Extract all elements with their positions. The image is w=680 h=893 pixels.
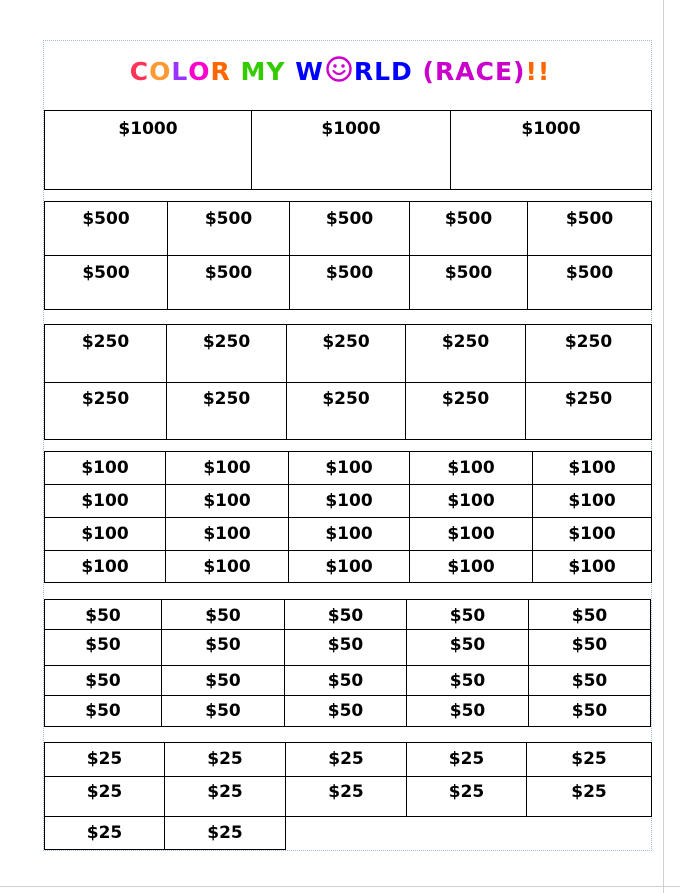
prize-amount: $1000: [118, 119, 178, 139]
prize-cell[interactable]: [45, 777, 165, 817]
prize-cell[interactable]: [290, 256, 410, 310]
prize-amount: $250: [81, 389, 130, 409]
prize-cell[interactable]: [289, 518, 410, 551]
prize-amount: $1000: [321, 119, 381, 139]
prize-amount: $100: [203, 491, 251, 511]
prize-cell[interactable]: [289, 485, 410, 518]
prize-amount: $25: [328, 782, 364, 802]
prize-amount: $50: [205, 671, 241, 691]
prize-cell[interactable]: [289, 551, 410, 583]
prize-amount: $25: [328, 749, 364, 769]
prize-cell[interactable]: [45, 383, 167, 440]
prize-cell[interactable]: [162, 696, 285, 727]
prize-amount: $25: [571, 749, 607, 769]
prize-amount: $50: [327, 701, 364, 721]
prize-cell[interactable]: [410, 518, 533, 551]
prize-amount: $100: [568, 491, 616, 511]
prize-amount: $50: [327, 671, 364, 691]
prize-cell[interactable]: [533, 551, 652, 583]
prize-cell[interactable]: [162, 630, 285, 666]
prize-cell[interactable]: [45, 202, 168, 256]
prize-amount: $100: [568, 524, 616, 544]
prize-cell[interactable]: [407, 696, 529, 727]
prize-cell[interactable]: [45, 452, 166, 485]
prize-cell[interactable]: [526, 383, 652, 440]
prize-cell[interactable]: [407, 600, 529, 630]
prize-amount: $50: [571, 635, 608, 655]
prize-amount: $500: [204, 209, 253, 229]
prize-cell[interactable]: [287, 325, 406, 383]
prize-amount: $50: [205, 701, 241, 721]
prize-amount: $100: [447, 458, 495, 478]
prize-amount: $250: [202, 332, 251, 352]
title-letter: L: [171, 57, 189, 86]
prize-cell[interactable]: [45, 485, 166, 518]
prize-cell[interactable]: [410, 256, 528, 310]
prize-cell[interactable]: [528, 256, 652, 310]
prize-cell[interactable]: [45, 518, 166, 551]
prize-cell[interactable]: [529, 696, 651, 727]
prize-cell[interactable]: [289, 452, 410, 485]
title-letter: ): [513, 57, 526, 86]
prize-cell[interactable]: [533, 518, 652, 551]
prize-cell[interactable]: [285, 600, 407, 630]
prize-cell[interactable]: [290, 202, 410, 256]
title-letter: [413, 57, 423, 86]
title-letter: R: [210, 57, 231, 86]
prize-amount: $100: [203, 458, 251, 478]
prize-amount: $50: [205, 635, 241, 655]
prize-amount: $25: [448, 749, 485, 769]
prize-cell[interactable]: [45, 325, 167, 383]
title-letter: D: [391, 57, 413, 86]
prize-table-1000: [44, 110, 652, 190]
prize-amount: $50: [449, 606, 486, 626]
prize-amount: $50: [85, 671, 121, 691]
prize-table-50: [44, 599, 651, 727]
prize-amount: $500: [565, 209, 614, 229]
prize-cell[interactable]: [166, 485, 289, 518]
prize-cell[interactable]: [285, 696, 407, 727]
prize-cell[interactable]: [45, 551, 166, 583]
prize-amount: $250: [564, 389, 613, 409]
prize-amount: $25: [448, 782, 485, 802]
title-letter: Y: [266, 57, 286, 86]
prize-amount: $500: [204, 263, 253, 283]
title-letter: [231, 57, 241, 86]
prize-cell[interactable]: [529, 600, 651, 630]
prize-amount: $250: [564, 332, 613, 352]
prize-amount: $50: [85, 701, 121, 721]
prize-cell[interactable]: [410, 202, 528, 256]
title-letter: L: [374, 57, 392, 86]
prize-cell[interactable]: [287, 383, 406, 440]
prize-cell[interactable]: [45, 817, 165, 850]
prize-cell[interactable]: [165, 777, 286, 817]
prize-cell[interactable]: [407, 630, 529, 666]
prize-cell[interactable]: [45, 666, 162, 696]
title-letter: !: [537, 57, 551, 86]
prize-cell[interactable]: [168, 256, 290, 310]
prize-amount: $50: [85, 606, 121, 626]
title-letter: !: [525, 57, 538, 86]
prize-amount: $100: [325, 524, 373, 544]
prize-cell[interactable]: [285, 630, 407, 666]
title-letter: O: [149, 57, 172, 86]
prize-cell[interactable]: [286, 777, 407, 817]
prize-amount: $50: [327, 606, 364, 626]
prize-amount: $100: [568, 557, 616, 577]
title-letter: W: [295, 57, 324, 86]
prize-cell[interactable]: [526, 325, 652, 383]
prize-amount: $25: [86, 782, 123, 802]
prize-amount: $100: [447, 557, 495, 577]
prize-cell[interactable]: [527, 743, 652, 777]
prize-cell[interactable]: [533, 452, 652, 485]
prize-cell[interactable]: [286, 743, 407, 777]
prize-amount: $50: [327, 635, 364, 655]
prize-amount: $500: [444, 263, 493, 283]
prize-cell[interactable]: [533, 485, 652, 518]
prize-amount: $250: [81, 332, 130, 352]
prize-cell[interactable]: [45, 696, 162, 727]
smiley-face-icon: [325, 55, 353, 83]
prize-cell[interactable]: [45, 111, 252, 190]
prize-cell[interactable]: [529, 666, 651, 696]
page-edge: [0, 886, 680, 887]
prize-amount: $1000: [521, 119, 581, 139]
title-letter: A: [455, 57, 476, 86]
prize-amount: $100: [325, 491, 373, 511]
prize-amount: $25: [207, 823, 243, 843]
prize-cell[interactable]: [407, 743, 527, 777]
prize-amount: $25: [86, 749, 123, 769]
prize-cell[interactable]: [252, 111, 451, 190]
prize-cell[interactable]: [162, 666, 285, 696]
prize-amount: $50: [571, 671, 608, 691]
prize-amount: $500: [82, 209, 130, 229]
prize-cell[interactable]: [406, 383, 526, 440]
prize-amount: $25: [207, 749, 243, 769]
prize-amount: $100: [568, 458, 616, 478]
prize-amount: $250: [202, 389, 251, 409]
title-letter: C: [475, 57, 495, 86]
prize-amount: $100: [81, 557, 129, 577]
prize-table-25: [44, 742, 652, 850]
prize-cell[interactable]: [166, 518, 289, 551]
prize-amount: $25: [86, 823, 123, 843]
prize-amount: $100: [81, 458, 129, 478]
prize-cell[interactable]: [407, 666, 529, 696]
title-letter: [286, 57, 296, 86]
prize-amount: $250: [322, 332, 370, 352]
prize-amount: $100: [81, 491, 129, 511]
prize-cell[interactable]: [406, 325, 526, 383]
prize-cell[interactable]: [407, 777, 527, 817]
prize-cell[interactable]: [527, 777, 652, 817]
empty-cell: [527, 817, 652, 850]
prize-amount: $250: [322, 389, 370, 409]
prize-cell[interactable]: [451, 111, 652, 190]
prize-cell[interactable]: [165, 817, 286, 850]
prize-amount: $500: [565, 263, 614, 283]
title-letter: M: [240, 57, 267, 86]
prize-table-500: [44, 201, 652, 310]
title-letter: E: [494, 57, 514, 86]
prize-cell[interactable]: [528, 202, 652, 256]
title-letter: (: [422, 57, 435, 86]
prize-cell[interactable]: [45, 743, 165, 777]
prize-amount: $500: [325, 209, 374, 229]
prize-amount: $50: [571, 701, 608, 721]
prize-cell[interactable]: [167, 325, 287, 383]
prize-cell[interactable]: [45, 600, 162, 630]
prize-amount: $25: [571, 782, 607, 802]
prize-amount: $100: [203, 524, 251, 544]
prize-amount: $100: [447, 491, 495, 511]
prize-amount: $100: [81, 524, 129, 544]
prize-cell[interactable]: [166, 551, 289, 583]
prize-cell[interactable]: [166, 452, 289, 485]
prize-cell[interactable]: [410, 551, 533, 583]
prize-cell[interactable]: [167, 383, 287, 440]
prize-amount: $100: [447, 524, 495, 544]
prize-amount: $50: [449, 701, 486, 721]
prize-amount: $100: [203, 557, 251, 577]
prize-cell[interactable]: [45, 630, 162, 666]
prize-amount: $100: [325, 458, 373, 478]
title-letter: R: [434, 57, 456, 86]
prize-cell[interactable]: [410, 485, 533, 518]
prize-amount: $25: [207, 782, 243, 802]
prize-amount: $500: [82, 263, 130, 283]
prize-amount: $250: [441, 332, 490, 352]
prize-amount: $50: [571, 606, 608, 626]
prize-amount: $50: [205, 606, 241, 626]
prize-amount: $50: [449, 635, 486, 655]
prize-amount: $500: [444, 209, 493, 229]
prize-cell[interactable]: [165, 743, 286, 777]
title-letter: R: [353, 57, 375, 86]
prize-amount: $50: [85, 635, 121, 655]
prize-cell[interactable]: [168, 202, 290, 256]
page-edge: [663, 0, 664, 893]
prize-table-100: [44, 451, 652, 583]
prize-amount: $50: [449, 671, 486, 691]
prize-table-250: [44, 324, 652, 440]
empty-cell: [286, 817, 407, 850]
empty-cell: [407, 817, 527, 850]
prize-amount: $100: [325, 557, 373, 577]
prize-cell[interactable]: [45, 256, 168, 310]
prize-cell[interactable]: [162, 600, 285, 630]
page-title: [0, 55, 680, 86]
title-letter: C: [129, 57, 150, 86]
prize-cell[interactable]: [410, 452, 533, 485]
title-letter: O: [188, 57, 211, 86]
prize-cell[interactable]: [529, 630, 651, 666]
prize-amount: $250: [441, 389, 490, 409]
prize-cell[interactable]: [285, 666, 407, 696]
prize-amount: $500: [325, 263, 374, 283]
